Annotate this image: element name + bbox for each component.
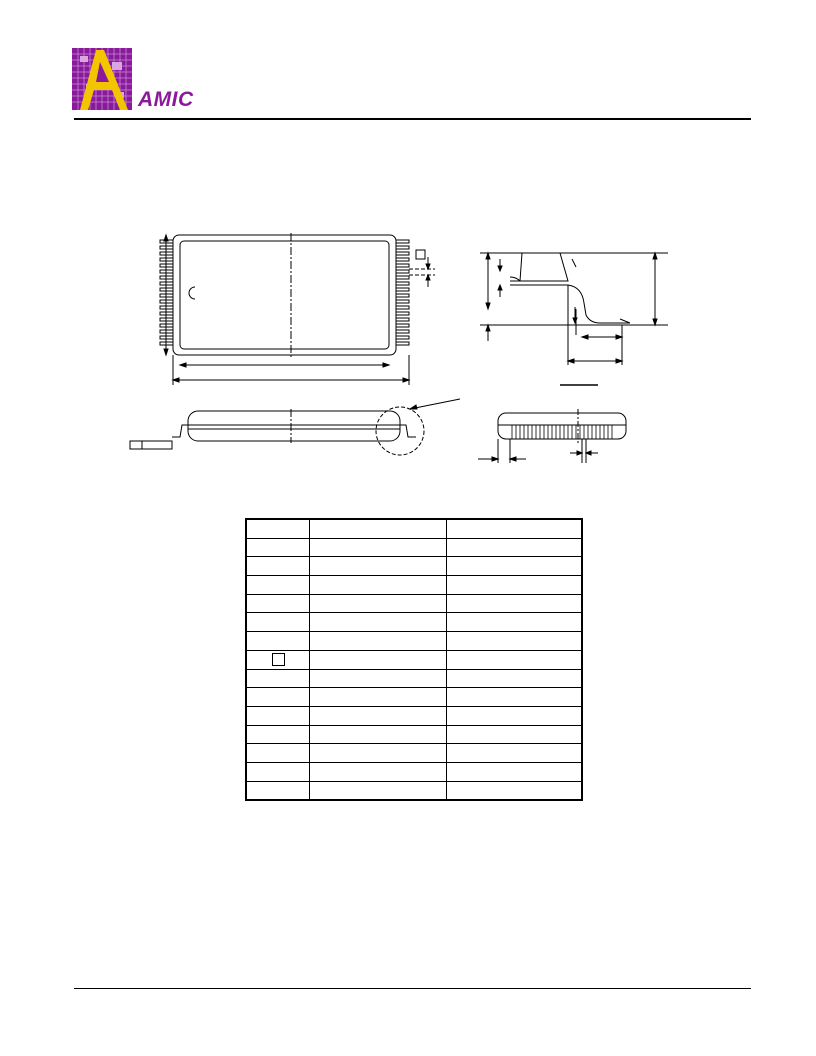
table-row xyxy=(246,688,582,707)
table-row xyxy=(246,650,582,669)
table-row xyxy=(246,706,582,725)
table-row xyxy=(246,632,582,651)
table-row xyxy=(246,519,582,538)
end-view xyxy=(478,409,626,463)
table-row xyxy=(246,613,582,632)
table-row xyxy=(246,781,582,800)
table-row xyxy=(246,762,582,781)
table-row xyxy=(246,557,582,576)
side-view xyxy=(130,399,460,455)
table-row xyxy=(246,594,582,613)
table-row xyxy=(246,576,582,595)
dimension-table xyxy=(245,518,583,801)
tolerance-box-icon xyxy=(272,653,285,666)
table-row xyxy=(246,725,582,744)
package-outline-drawing xyxy=(120,225,680,470)
table-row xyxy=(246,538,582,557)
top-view xyxy=(160,233,435,385)
footer-rule xyxy=(74,988,751,989)
header-rule xyxy=(74,118,751,120)
table-row xyxy=(246,669,582,688)
table-row xyxy=(246,744,582,763)
amic-wordmark: AMIC xyxy=(138,88,194,111)
right-pins xyxy=(396,240,409,345)
profile-view xyxy=(480,253,668,385)
